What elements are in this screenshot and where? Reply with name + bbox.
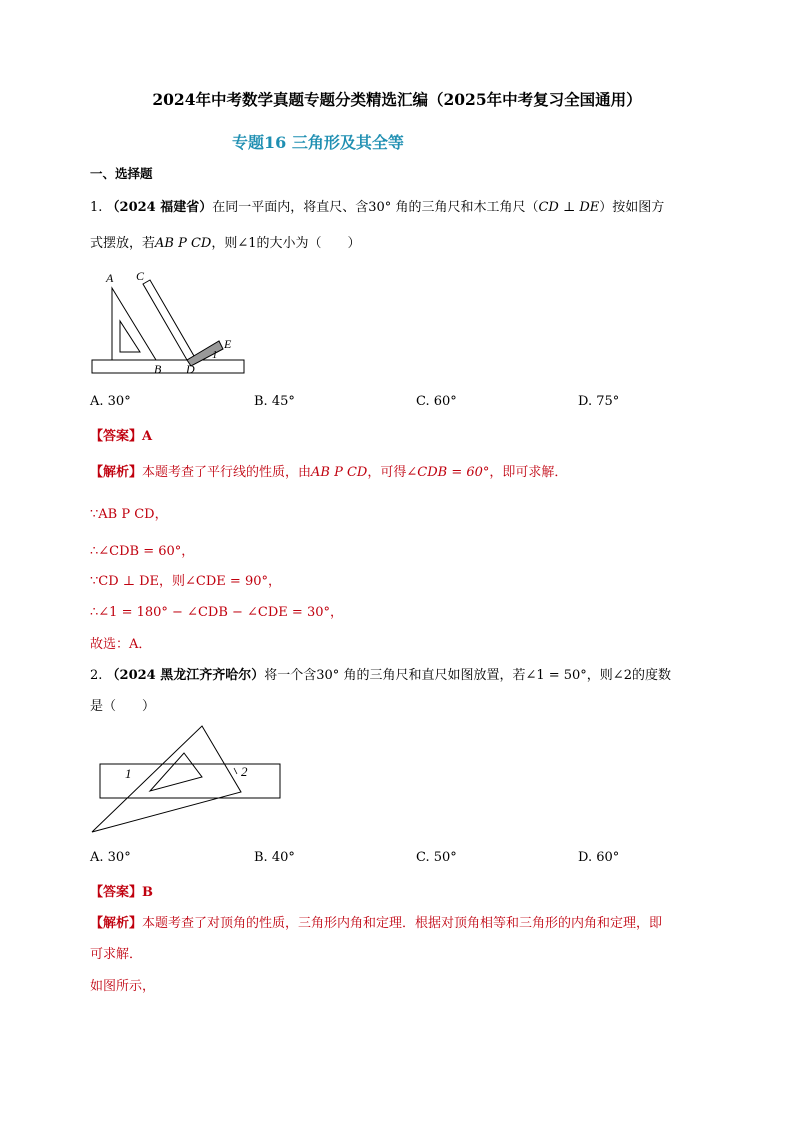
q1-answer: 【答案】A	[90, 429, 153, 444]
q2-text-a: 将一个含30° 角的三角尺和直尺如图放置，若∠1 = 50°，则∠2的度数	[264, 668, 671, 683]
q1-analysis-c: ，可得	[367, 465, 407, 480]
q2-option-c: C. 50°	[416, 850, 457, 865]
q1-step-4: ∴∠1 = 180° − ∠CDB − ∠CDE = 30°，	[90, 605, 343, 620]
q1-set-square	[112, 288, 156, 360]
q1-step-2: ∴∠CDB = 60°，	[90, 544, 195, 559]
q2-analysis-label: 【解析】	[90, 916, 143, 931]
q1-perp: CD ⊥ DE	[538, 200, 600, 215]
q2-analysis-line1	[90, 912, 662, 931]
q1-step-3: ∵CD ⊥ DE，则∠CDE = 90°，	[90, 574, 281, 589]
q1-analysis-label: 【解析】	[90, 465, 143, 480]
q1-step-1: ∵AB P CD，	[90, 507, 168, 522]
q1-option-c: C. 60°	[416, 394, 457, 409]
q1-number: 1.	[90, 200, 103, 215]
q1-analysis-e: ，即可求解．	[489, 465, 568, 480]
q2-label-2: 2	[241, 764, 248, 779]
q1-label-C: C	[136, 269, 145, 283]
q2-answer: 【答案】B	[90, 885, 153, 900]
q1-stem-line2	[90, 232, 361, 251]
q1-analysis-b: AB P CD	[311, 465, 368, 480]
q1-label-E: E	[224, 337, 232, 351]
q2-option-a: A. 30°	[90, 850, 131, 865]
q2-set-square-hole	[150, 753, 202, 791]
q2-angle-mark	[234, 768, 237, 774]
q1-text-b: ）按如图方	[599, 200, 665, 215]
q1-line2-b: ，则∠1的大小为（ ）	[211, 236, 361, 251]
q1-conclusion: 故选：A．	[90, 637, 152, 652]
q1-analysis	[90, 461, 567, 480]
q1-label-D: D	[186, 362, 195, 376]
q2-analysis-text1: 本题考查了对顶角的性质，三角形内角和定理．根据对顶角相等和三角形的内角和定理，即	[142, 916, 663, 931]
q1-line2-a: 式摆放，若	[90, 236, 156, 251]
q2-option-d: D. 60°	[578, 850, 620, 865]
q1-option-b: B. 45°	[254, 394, 295, 409]
q2-label-1: 1	[125, 766, 132, 781]
q1-ab-cd: AB P CD	[155, 236, 212, 251]
q1-source: （2024 福建省）	[106, 200, 213, 215]
q1-label-1: 1	[212, 349, 218, 361]
q2-stem-line1	[90, 664, 671, 683]
q2-figure	[88, 722, 284, 834]
q1-text-a: 在同一平面内，将直尺、含30° 角的三角尺和木工角尺（	[212, 200, 539, 215]
q2-option-b: B. 40°	[254, 850, 295, 865]
q2-analysis-line2: 可求解．	[90, 947, 143, 962]
q1-label-A: A	[106, 271, 114, 285]
q1-ruler	[92, 360, 244, 373]
topic-subtitle: 专题16 三角形及其全等	[232, 133, 404, 152]
q2-set-square	[92, 726, 241, 832]
q2-number: 2.	[90, 668, 103, 683]
section-heading: 一、选择题	[90, 166, 153, 181]
document-title: 2024年中考数学真题专题分类精选汇编（2025年中考复习全国通用）	[152, 90, 642, 109]
q1-carpenter-square-arm	[143, 280, 194, 360]
q2-stem-line2: 是（ ）	[90, 699, 156, 714]
q1-label-B: B	[154, 362, 162, 376]
q1-set-square-hole	[120, 321, 140, 352]
q1-option-a: A. 30°	[90, 394, 131, 409]
q2-tail: 如图所示，	[90, 979, 156, 994]
q2-source: （2024 黑龙江齐齐哈尔）	[106, 668, 265, 683]
q1-option-d: D. 75°	[578, 394, 620, 409]
q1-analysis-a: 本题考查了平行线的性质，由	[142, 465, 312, 480]
q1-figure	[88, 266, 250, 378]
q1-stem-line1	[90, 196, 664, 215]
q1-analysis-d: ∠CDB = 60°	[406, 465, 490, 480]
